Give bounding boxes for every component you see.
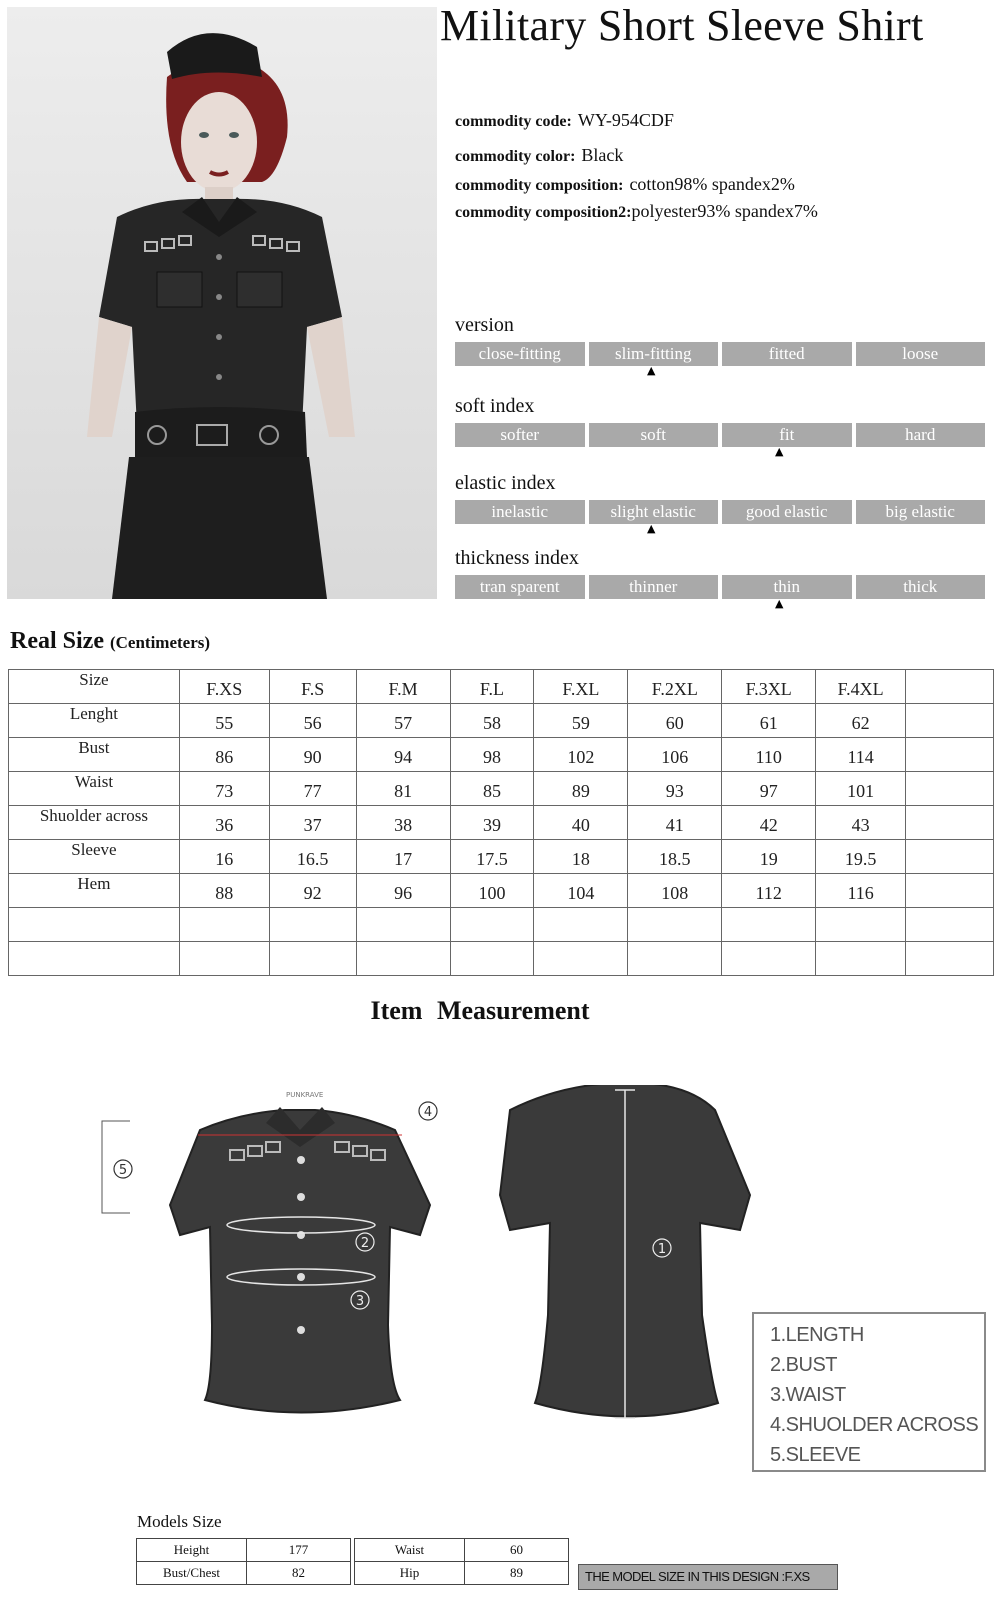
table-cell: 114 [816,738,906,772]
spec-code [455,110,674,131]
table-cell: 110 [722,738,816,772]
table-row [137,1562,351,1585]
row-label-cell: Lenght [9,704,180,738]
table-cell: 19.5 [816,840,906,874]
index-title-soft: soft index [455,395,535,417]
table-row [9,908,994,942]
index-title-thickness: thickness index [455,547,579,569]
spec-composition2-value: polyester93% spandex7% [631,201,818,221]
index-row-soft [455,423,985,447]
table-row [9,738,994,772]
table-cell [906,840,994,874]
table-cell [450,908,534,942]
index-row-thickness [455,575,985,599]
table-cell: 56 [269,704,356,738]
size-table [8,669,994,976]
table-cell: 102 [534,738,628,772]
model-value: 177 [247,1539,351,1562]
table-cell [906,908,994,942]
index-option: hard [856,423,986,447]
table-header-cell: Size [9,670,180,704]
table-cell [179,908,269,942]
table-cell [816,942,906,976]
selected-marker-icon: ▲ [647,364,656,377]
spec-composition [455,174,795,195]
legend-item: 3.WAIST [770,1384,846,1406]
index-option: tran sparent [455,575,585,599]
table-cell: 18.5 [628,840,722,874]
table-cell: 42 [722,806,816,840]
table-header-cell: F.XS [179,670,269,704]
real-size-unit: (Centimeters) [109,633,211,652]
selected-marker-icon: ▲ [775,445,784,458]
table-cell: 41 [628,806,722,840]
table-cell [269,942,356,976]
table-header-cell: F.3XL [722,670,816,704]
table-cell: 85 [450,772,534,806]
table-header-cell: F.S [269,670,356,704]
table-header-cell: F.4XL [816,670,906,704]
row-label-cell: Waist [9,772,180,806]
row-label-cell: Sleeve [9,840,180,874]
index-title-elastic: elastic index [455,472,556,494]
real-size-heading: Real Size [10,628,104,654]
selected-marker-icon: ▲ [775,597,784,610]
models-table-left [136,1538,351,1585]
model-label: Hip [355,1562,465,1585]
table-cell: 43 [816,806,906,840]
table-cell [722,908,816,942]
table-header-row [9,670,994,704]
spec-composition-label: commodity composition: [455,177,624,194]
row-label-cell [9,908,180,942]
real-size-title [10,628,210,655]
table-cell: 57 [356,704,450,738]
table-row [9,942,994,976]
table-cell: 94 [356,738,450,772]
marker-5: 5 [118,1163,128,1178]
table-cell: 17 [356,840,450,874]
table-cell: 77 [269,772,356,806]
table-cell [534,908,628,942]
table-cell [450,942,534,976]
index-option: fit [722,423,852,447]
table-row [9,704,994,738]
table-cell [269,908,356,942]
table-cell [816,908,906,942]
table-cell: 100 [450,874,534,908]
spec-color [455,145,623,166]
table-cell: 58 [450,704,534,738]
table-cell: 88 [179,874,269,908]
legend-item: 2.BUST [770,1354,838,1376]
table-cell: 81 [356,772,450,806]
index-option: fitted [722,342,852,366]
table-header-cell: F.L [450,670,534,704]
selected-marker-icon: ▲ [647,522,656,535]
table-row [355,1539,569,1562]
index-title-version: version [455,314,514,336]
table-cell: 59 [534,704,628,738]
table-cell [628,908,722,942]
models-size-title: Models Size [137,1512,222,1531]
table-cell: 62 [816,704,906,738]
table-header-cell: F.2XL [628,670,722,704]
table-cell: 16 [179,840,269,874]
table-cell: 90 [269,738,356,772]
model-value: 82 [247,1562,351,1585]
table-cell: 112 [722,874,816,908]
index-option: good elastic [722,500,852,524]
table-cell: 60 [628,704,722,738]
row-label-cell [9,942,180,976]
table-cell: 116 [816,874,906,908]
table-cell [906,704,994,738]
table-cell: 73 [179,772,269,806]
table-cell: 108 [628,874,722,908]
table-cell [534,942,628,976]
model-illustration [7,7,437,599]
model-value: 60 [465,1539,569,1562]
model-value: 89 [465,1562,569,1585]
index-option: big elastic [856,500,986,524]
table-cell [628,942,722,976]
index-option: thick [856,575,986,599]
table-cell: 39 [450,806,534,840]
table-row [9,874,994,908]
spec-composition-value: cotton98% spandex2% [629,174,795,194]
index-option: close-fitting [455,342,585,366]
index-option: thinner [589,575,719,599]
legend-item: 4.SHUOLDER ACROSS [770,1414,979,1436]
table-cell: 97 [722,772,816,806]
table-cell: 17.5 [450,840,534,874]
table-cell: 92 [269,874,356,908]
index-option: slight elastic [589,500,719,524]
row-label-cell: Hem [9,874,180,908]
table-cell: 18 [534,840,628,874]
table-cell [906,772,994,806]
table-cell [906,942,994,976]
index-row-elastic [455,500,985,524]
model-label: Bust/Chest [137,1562,247,1585]
product-title: Military Short Sleeve Shirt [440,1,924,50]
legend-item: 1.LENGTH [770,1324,864,1346]
marker-1: 1 [657,1242,667,1257]
table-cell: 89 [534,772,628,806]
item-measurement-title: Item Measurement [370,996,590,1025]
table-header-cell [906,670,994,704]
table-cell: 101 [816,772,906,806]
table-cell: 93 [628,772,722,806]
marker-4: 4 [423,1105,433,1120]
model-label: Height [137,1539,247,1562]
marker-2: 2 [360,1236,370,1251]
shirt-front [102,1091,437,1413]
table-cell: 16.5 [269,840,356,874]
table-cell: 104 [534,874,628,908]
table-row [9,806,994,840]
table-row [355,1562,569,1585]
table-cell [906,738,994,772]
spec-code-value: WY-954CDF [577,110,674,130]
table-cell: 36 [179,806,269,840]
table-row [137,1539,351,1562]
table-cell [722,942,816,976]
legend-item: 5.SLEEVE [770,1444,861,1466]
table-cell [906,806,994,840]
marker-3: 3 [355,1294,365,1309]
table-cell: 37 [269,806,356,840]
spec-composition2-label: commodity composition2: [455,204,632,221]
spec-color-label: commodity color: [455,148,576,165]
index-option: inelastic [455,500,585,524]
table-cell [179,942,269,976]
table-cell: 96 [356,874,450,908]
index-option: softer [455,423,585,447]
index-option: slim-fitting [589,342,719,366]
table-cell: 86 [179,738,269,772]
table-cell: 19 [722,840,816,874]
index-option: soft [589,423,719,447]
spec-color-value: Black [581,145,624,165]
table-cell [356,942,450,976]
table-cell: 40 [534,806,628,840]
brand-tag: PUNKRAVE [286,1091,324,1099]
row-label-cell: Bust [9,738,180,772]
model-photo [7,7,437,599]
table-cell: 38 [356,806,450,840]
table-cell: 55 [179,704,269,738]
index-row-version [455,342,985,366]
table-cell [356,908,450,942]
models-table-right [354,1538,569,1585]
table-cell: 106 [628,738,722,772]
table-cell [906,874,994,908]
shirt-back [500,1085,750,1418]
table-header-cell: F.XL [534,670,628,704]
measurement-legend [752,1312,986,1472]
model-label: Waist [355,1539,465,1562]
table-row [9,772,994,806]
model-size-note: THE MODEL SIZE IN THIS DESIGN :F.XS [578,1564,838,1590]
spec-code-label: commodity code: [455,113,572,130]
table-cell: 98 [450,738,534,772]
index-option: thin [722,575,852,599]
row-label-cell: Shuolder across [9,806,180,840]
table-cell: 61 [722,704,816,738]
spec-composition2 [455,201,818,222]
index-option: loose [856,342,986,366]
table-header-cell: F.M [356,670,450,704]
table-row [9,840,994,874]
